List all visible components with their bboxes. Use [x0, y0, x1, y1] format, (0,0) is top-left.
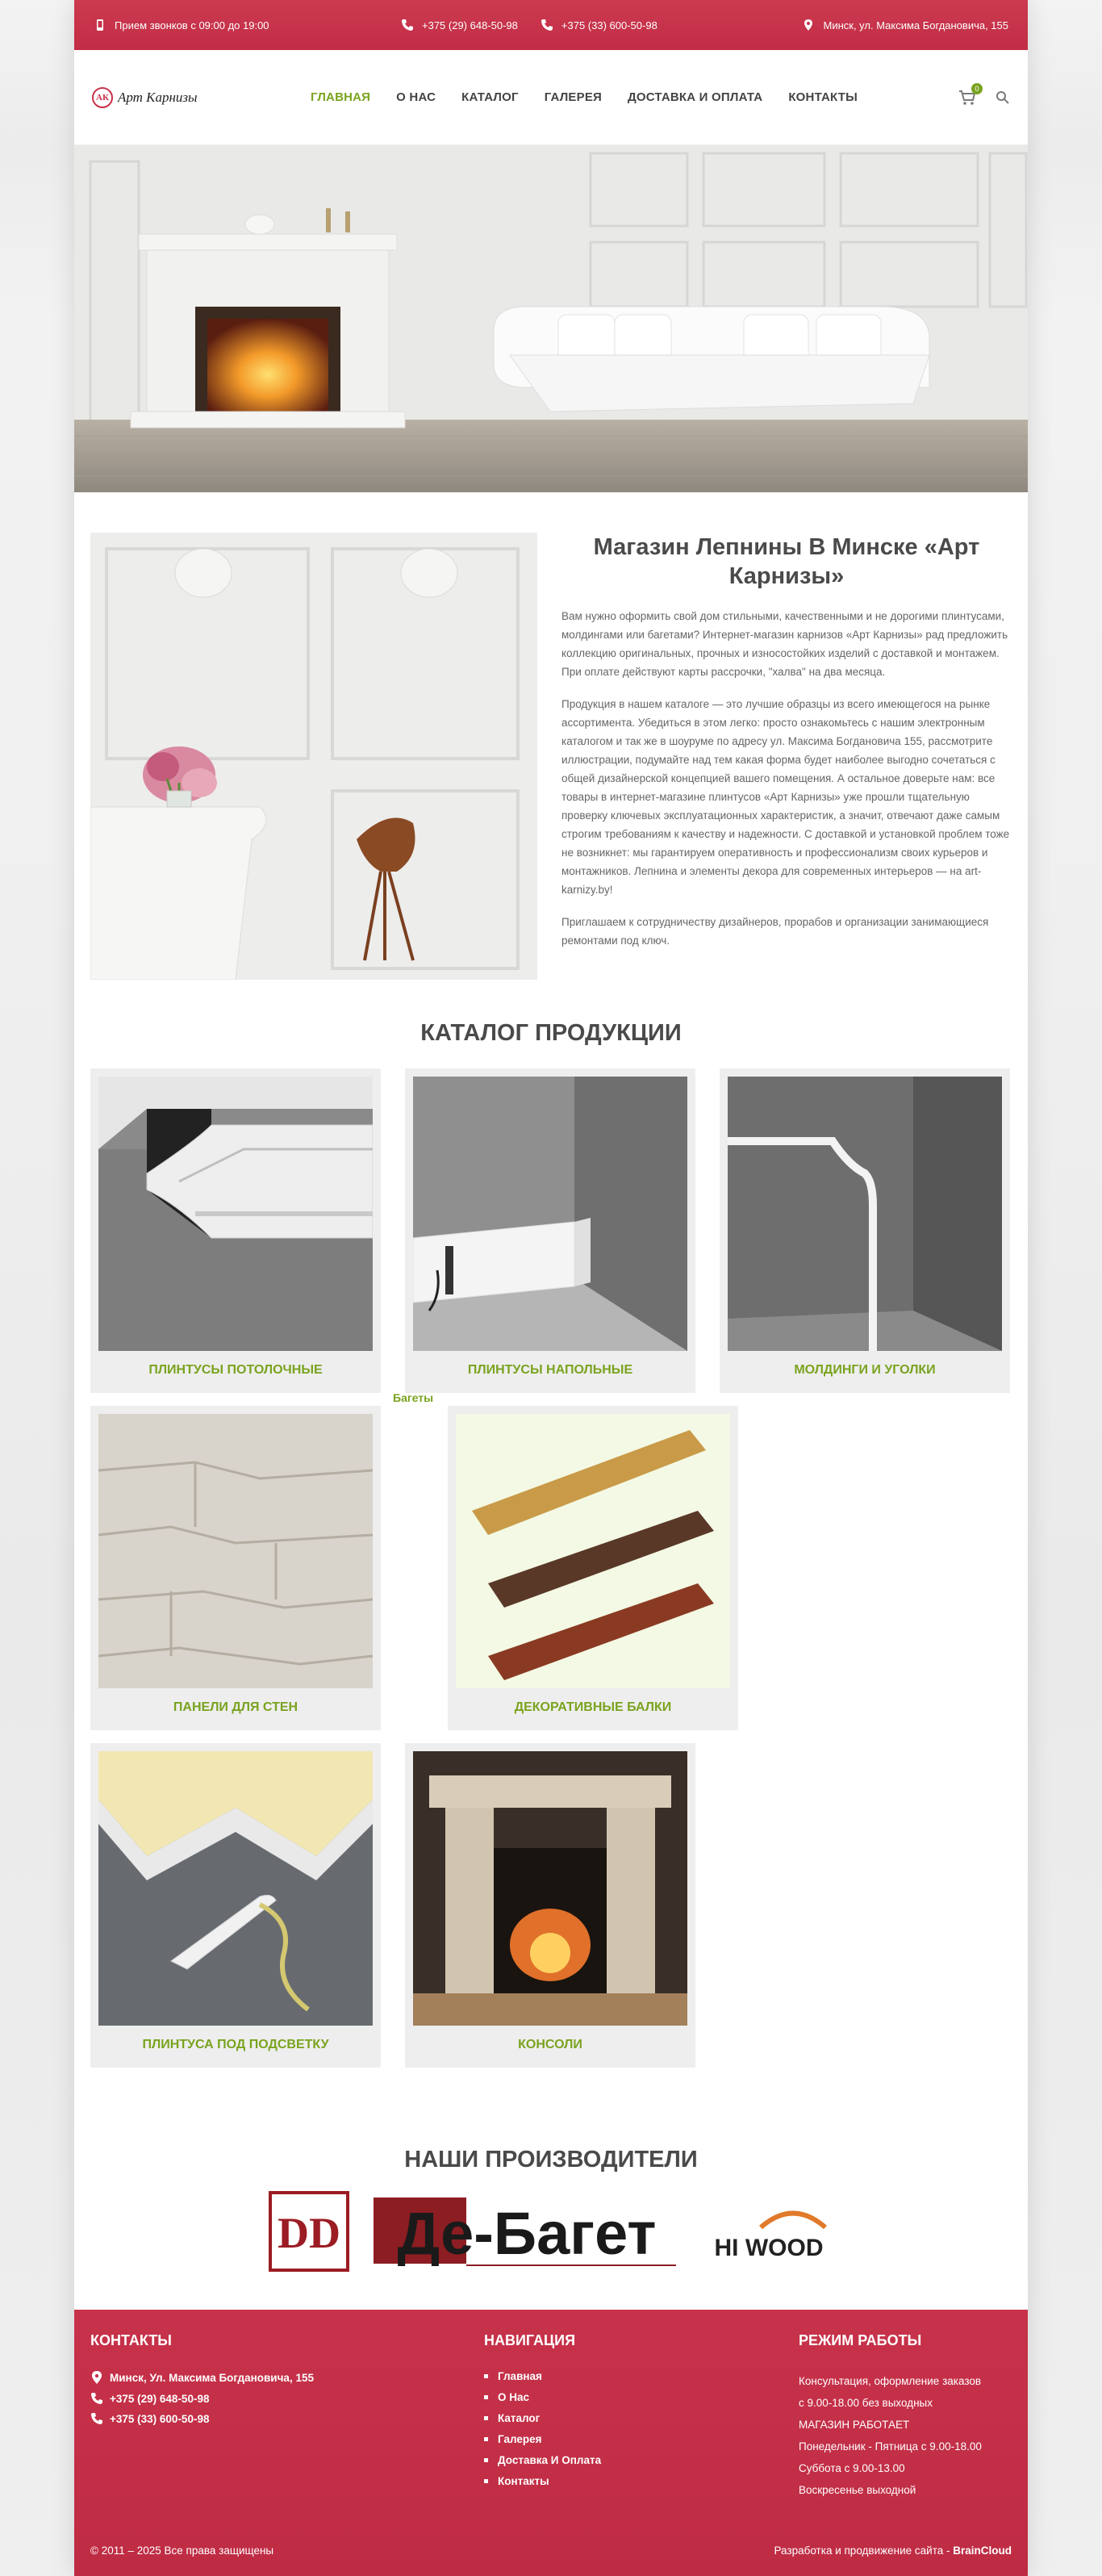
developer-credit-text: Разработка и продвижение сайта -	[774, 2545, 954, 2557]
wall-panel-image	[98, 1414, 373, 1688]
site-footer	[74, 2310, 1028, 2576]
call-hours-text: Прием звонков с 09:00 до 19:00	[115, 19, 269, 31]
catalog-card-image[interactable]	[98, 1077, 373, 1351]
producers-section	[74, 2147, 1028, 2332]
logo[interactable]	[92, 87, 278, 108]
nav-gallery[interactable]: ГАЛЕРЕЯ	[544, 90, 603, 104]
intro-interior-image	[90, 533, 537, 980]
developer-credit	[774, 2545, 1012, 2557]
catalog-card-consoles[interactable]	[405, 1743, 695, 2068]
floor-plinth-image	[413, 1077, 687, 1351]
footer-hours-line: Понедельник - Пятница с 9.00-18.00	[799, 2440, 982, 2453]
footer-phone-1-text[interactable]: +375 (29) 648-50-98	[110, 2392, 210, 2405]
footer-nav-catalog[interactable]: Каталог	[484, 2412, 601, 2424]
footer-nav-about[interactable]: О Нас	[484, 2391, 601, 2403]
intro-paragraph-1: Вам нужно оформить свой дом стильными, качественными и не дорогими плинтусами, молдингами или багетами? Интернет-магазин карнизов «Арт Карнизы» рад предложить коллекцию оригинальных, прочных и износостойких изделий с доставкой и монтажем. При оплате действуют карты рассрочки, "халва" на два месяца.	[561, 610, 1008, 678]
footer-hours-list	[799, 2370, 982, 2501]
footer-phone-1[interactable]	[90, 2392, 314, 2405]
led-plinth-image	[98, 1751, 373, 2026]
intro-section	[74, 492, 1028, 980]
catalog-card-moldings[interactable]	[720, 1068, 1010, 1393]
footer-nav-home[interactable]: Главная	[484, 2370, 601, 2382]
catalog-card-label[interactable]: ПЛИНТУСЫ ПОТОЛОЧНЫЕ	[148, 1363, 323, 1377]
catalog-card-label[interactable]: МОЛДИНГИ И УГОЛКИ	[794, 1363, 936, 1377]
phone-icon	[401, 19, 414, 31]
footer-hours-line: Консультация, оформление заказов	[799, 2375, 982, 2387]
top-phones	[401, 19, 657, 31]
catalog-card-label[interactable]: ПЛИНТУСЫ НАПОЛЬНЫЕ	[467, 1363, 633, 1377]
top-phone-2-text[interactable]: +375 (33) 600-50-98	[561, 19, 657, 31]
intro-title: Магазин Лепнины В Минске «Арт Карнизы»	[593, 534, 980, 589]
footer-hours-line: Суббота с 9.00-13.00	[799, 2462, 905, 2474]
catalog-card-ceiling-plinths[interactable]	[90, 1068, 381, 1393]
phone-icon	[90, 2392, 103, 2405]
catalog-card-floor-plinths[interactable]	[405, 1068, 695, 1393]
call-hours	[94, 19, 269, 31]
footer-nav-gallery[interactable]: Галерея	[484, 2433, 601, 2445]
top-bar	[74, 0, 1028, 50]
catalog-card-label[interactable]: ДЕКОРАТИВНЫЕ БАЛКИ	[514, 1700, 672, 1714]
catalog-card-beams[interactable]	[448, 1406, 738, 1730]
catalog-card-wall-panels[interactable]	[90, 1406, 381, 1730]
catalog-card-image[interactable]	[98, 1414, 373, 1688]
footer-navigation	[484, 2332, 601, 2496]
logo-text: Арт Карнизы	[118, 89, 198, 105]
mobile-phone-icon	[94, 19, 106, 31]
cart-button[interactable]	[958, 84, 979, 106]
catalog-card-label[interactable]: КОНСОЛИ	[518, 2038, 582, 2051]
footer-nav-list	[484, 2370, 601, 2487]
footer-hours-line: Воскресенье выходной	[799, 2484, 916, 2496]
catalog-section	[74, 980, 1028, 2061]
phone-icon	[90, 2412, 103, 2425]
hero-banner	[74, 145, 1028, 492]
nav-delivery[interactable]: ДОСТАВКА И ОПЛАТА	[628, 90, 763, 104]
search-icon[interactable]	[996, 90, 1010, 105]
footer-nav-title: НАВИГАЦИЯ	[484, 2332, 576, 2348]
nav-contacts[interactable]: КОНТАКТЫ	[788, 90, 858, 104]
nav-about[interactable]: О НАС	[396, 90, 436, 104]
intro-text	[561, 533, 1012, 980]
catalog-card-image[interactable]	[98, 1751, 373, 2026]
footer-hours-title: РЕЖИМ РАБОТЫ	[799, 2332, 922, 2348]
top-phone-1-text[interactable]: +375 (29) 648-50-98	[422, 19, 518, 31]
console-fireplace-image	[413, 1751, 687, 2026]
top-address	[802, 19, 1008, 31]
top-phone-2[interactable]	[541, 19, 657, 31]
molding-corner-image	[728, 1077, 1002, 1351]
hiwood-logo-text: HI WOOD	[714, 2235, 824, 2261]
intro-image	[90, 533, 537, 980]
hero-interior-image	[74, 145, 1028, 492]
site-header	[74, 50, 1028, 145]
developer-link[interactable]: BrainCloud	[953, 2545, 1012, 2557]
catalog-card-image[interactable]	[413, 1751, 687, 2026]
logo-mark: АК	[92, 87, 113, 108]
dd-logo[interactable]	[269, 2191, 349, 2272]
catalog-card-label[interactable]: ПАНЕЛИ ДЛЯ СТЕН	[173, 1700, 298, 1714]
catalog-card-image[interactable]	[456, 1414, 730, 1688]
footer-nav-contacts[interactable]: Контакты	[484, 2475, 601, 2487]
map-pin-icon	[90, 2370, 103, 2385]
ceiling-plinth-image	[98, 1077, 373, 1351]
top-address-text: Минск, ул. Максима Богдановича, 155	[823, 19, 1008, 31]
catalog-card-label[interactable]: ПЛИНТУСА ПОД ПОДСВЕТКУ	[142, 2038, 329, 2051]
footer-contacts	[90, 2332, 314, 2432]
footer-hours-line: МАГАЗИН РАБОТАЕТ	[799, 2419, 910, 2431]
footer-contacts-title: КОНТАКТЫ	[90, 2332, 172, 2348]
footer-phone-2-text[interactable]: +375 (33) 600-50-98	[110, 2412, 210, 2425]
dd-logo-text: DD	[278, 2209, 340, 2257]
footer-address	[90, 2370, 314, 2385]
cart-count-badge: 0	[971, 83, 983, 94]
decorative-beams-image	[456, 1414, 730, 1688]
phone-icon	[541, 19, 553, 31]
footer-nav-delivery[interactable]: Доставка И Оплата	[484, 2454, 601, 2466]
catalog-title: КАТАЛОГ ПРОДУКЦИИ	[420, 1020, 682, 1046]
catalog-card-image[interactable]	[728, 1077, 1002, 1351]
catalog-card-image[interactable]	[413, 1077, 687, 1351]
de-baget-logo[interactable]	[374, 2191, 680, 2272]
hiwood-logo[interactable]	[704, 2191, 833, 2272]
main-nav	[298, 90, 870, 104]
producer-logos	[74, 2191, 1028, 2272]
nav-catalog[interactable]: КАТАЛОГ	[461, 90, 519, 104]
intro-paragraph-3: Приглашаем к сотрудничеству дизайнеров, прорабов и организации занимающиеся ремонтами под ключ.	[561, 916, 989, 947]
top-phone-1[interactable]	[401, 19, 518, 31]
catalog-card-led-plinths[interactable]	[90, 1743, 381, 2068]
footer-address-text: Минск, Ул. Максима Богдановича, 155	[110, 2371, 314, 2384]
producers-title: НАШИ ПРОИЗВОДИТЕЛИ	[404, 2147, 698, 2172]
header-tools	[958, 84, 1010, 106]
map-pin-icon	[802, 19, 815, 31]
footer-hours	[799, 2332, 982, 2501]
de-baget-logo-text: Де-Багет	[397, 2200, 657, 2267]
intro-paragraph-2: Продукция в нашем каталоге — это лучшие образцы из всего имеющегося на рынке ассортимента. Убедиться в этом легко: просто ознакомьтесь с нашим электронным каталогом и так же в шоуруме по адресу ул. Максима Богдановича 155, рассмотрите иллюстрации, подумайте над тем какая форма будет наиболее выгодно сочетаться с общей дизайнерской концепцией вашего помещения. А остальное доверьте нам: все товары в интернет-магазине плинтусов «Арт Карнизы» уже прошли тщательную проверку ключевых эксплуатационных характеристик, а значит, отвечают даже самым строгим требованиям к качеству и надежности. С доставкой и установкой проблем тоже не возникнет: мы гарантируем оперативность и профессионализм своих курьеров и монтажников. Лепнина и элементы декора для современных интерьеров — на art-karnizy.by!	[561, 698, 1010, 896]
copyright: © 2011 – 2025 Все права защищены	[90, 2545, 274, 2557]
footer-phone-2[interactable]	[90, 2412, 314, 2425]
page	[74, 0, 1028, 2576]
footer-hours-line: с 9.00-18.00 без выходных	[799, 2397, 933, 2409]
baguettes-link[interactable]: Багеты	[393, 1391, 434, 1404]
nav-home[interactable]: ГЛАВНАЯ	[311, 90, 371, 104]
